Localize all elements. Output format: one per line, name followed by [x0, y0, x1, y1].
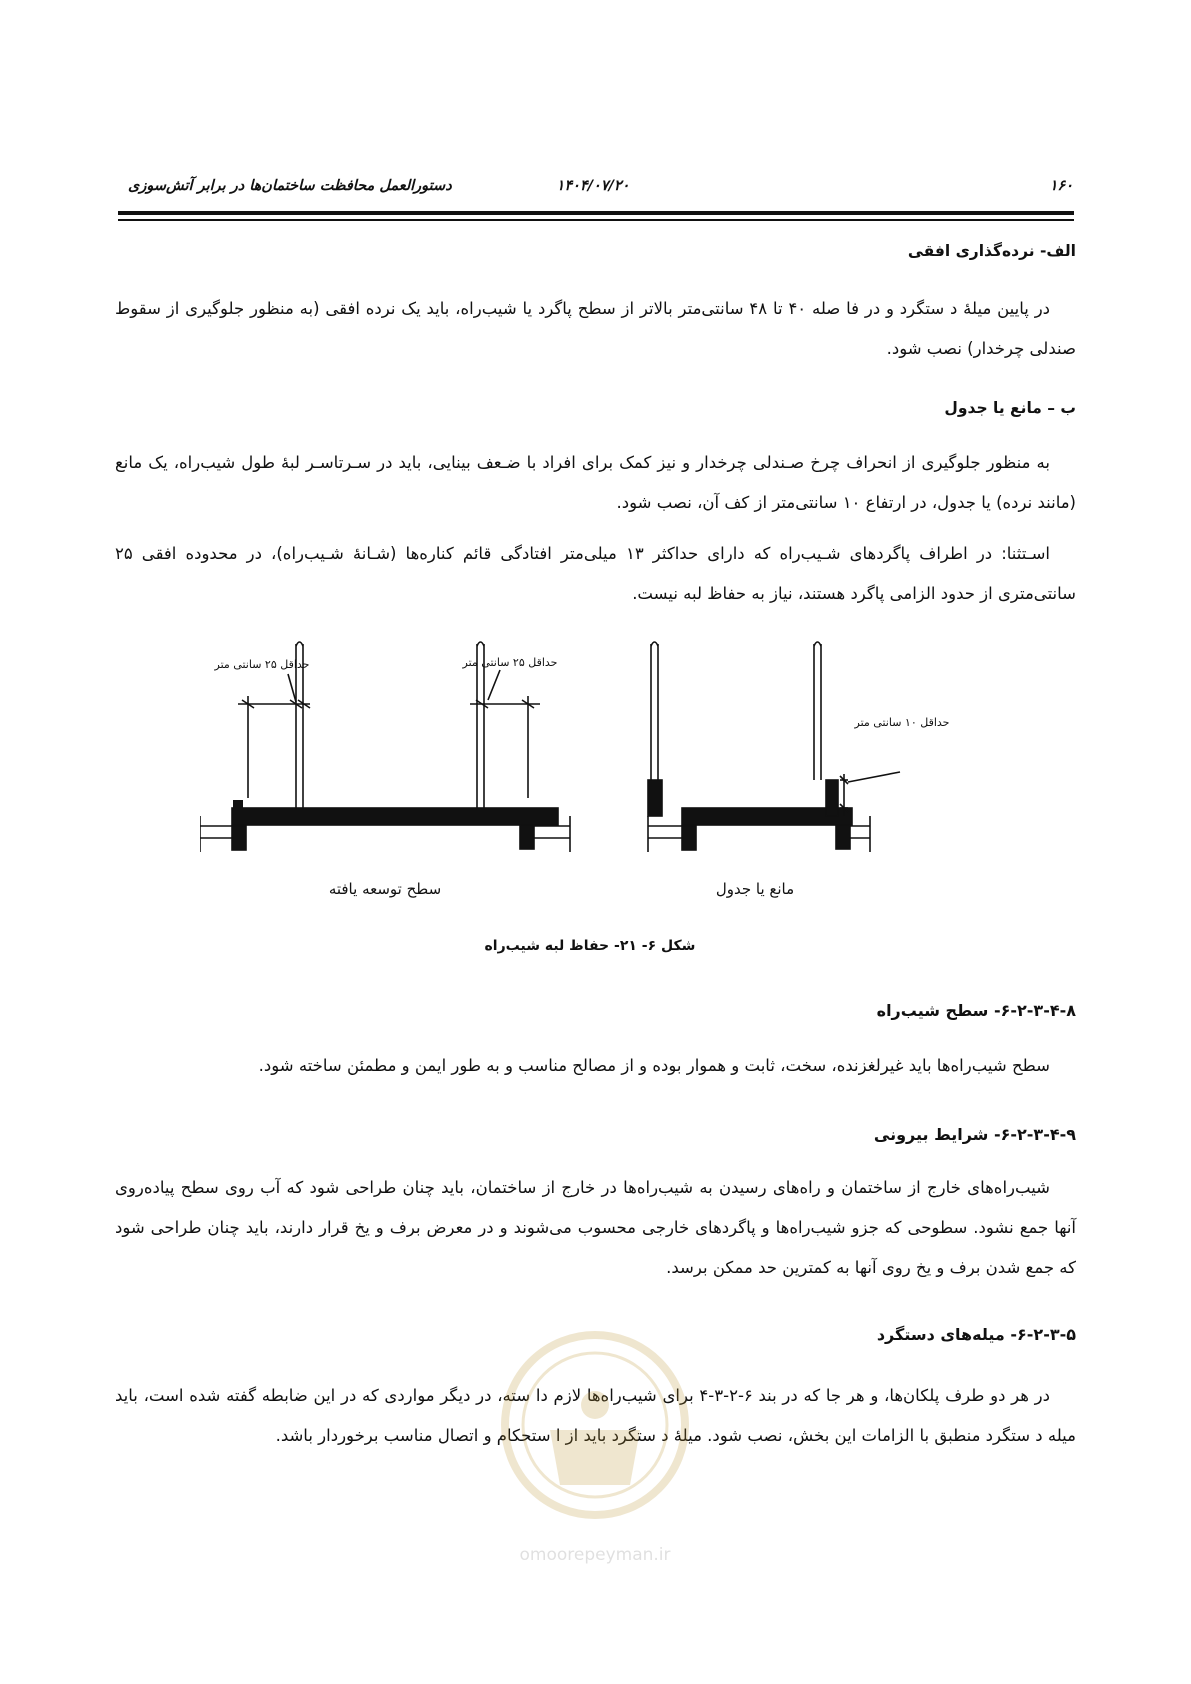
right-drawing	[648, 642, 900, 852]
dim-label-25-a: حداقل ۲۵ سانتی متر	[214, 658, 310, 671]
left-drawing	[200, 642, 570, 852]
watermark-logo	[470, 1310, 720, 1570]
page-number: ۱۶۰	[1049, 178, 1073, 194]
heading-ramp-surface: ۶-۲-۳-۴-۸- سطح شیب‌راه	[876, 1001, 1076, 1020]
paragraph-ramp-surface: سطح شیب‌راه‌ها باید غیرلغزنده، سخت، ثابت و هموار بوده و از مصالح مناسب و به طور ایمن و مطمئن ساخته شود.	[258, 1056, 1050, 1075]
figure-caption: شکل ۶- ۲۱- حفاظ لبه شیب‌راه	[484, 938, 696, 954]
heading-horizontal-rail: الف- نرده‌گذاری افقی	[907, 242, 1076, 260]
heading-barrier-curb: ب – مانع یا جدول	[944, 399, 1076, 417]
heading-handrails: ۶-۲-۳-۵- میله‌های دستگرد	[876, 1325, 1076, 1344]
header-rule-thick	[118, 211, 1074, 215]
paragraph-barrier-curb: به منظور جلوگیری از انحراف چرخ صـندلی چرخدار و نیز کمک برای افراد با ضـعف بینایی، باید در سـرتاسـر لبهٔ طول شیب‌راه، یک مانع (مانند نرده) یا جدول، در ارتفاع ۱۰ سانتی‌متر از کف آن، نصب شود.	[115, 453, 1076, 512]
paragraph-handrails: در هر دو طرف پلکان‌ها، و هر جا که در بند ۶-۲-۳-۴ برای شیب‌راه‌ها لازم دا سته، در دیگر مواردی که در این ضابطه گفته شده است، باید میله د ستگرد منطبق با الزامات این بخش، نصب شود. میلهٔ د ستگرد باید از ا ستحکام و اتصال مناسب برخوردار باشد.	[115, 1386, 1076, 1445]
figure-label-developed-surface: سطح توسعه یافته	[328, 880, 442, 898]
dim-label-10: حداقل ۱۰ سانتی متر	[854, 716, 950, 729]
heading-outdoor-conditions: ۶-۲-۳-۴-۹- شرایط بیرونی	[873, 1125, 1076, 1144]
header-rule-thin	[118, 219, 1074, 221]
paragraph-exception: اسـتثنا: در اطراف پاگردهای شـیب‌راه که دارای حداکثر ۱۳ میلی‌متر افتادگی قائم کناره‌ها (شـانهٔ شـیب‌راه)، در محدوده افقی ۲۵ سانتی‌متری از حدود الزامی پاگرد هستند، نیاز به حفاظ لبه نیست.	[115, 544, 1076, 603]
header-date: ۱۴۰۴/۰۷/۲۰	[556, 178, 630, 194]
paragraph-outdoor-conditions: شیب‌راه‌های خارج از ساختمان و راه‌های رسیدن به شیب‌راه‌ها در خارج از ساختمان، باید چنان طراحی شود که آب روی سطح پیاده‌روی آنها جمع نشود. سطوحی که جزو شیب‌راه‌ها و پاگردهای خارجی محسوب می‌شوند و در معرض برف و یخ قرار دارند، باید چنان طراحی شود که جمع شدن برف و یخ روی آنها به کمترین حد ممکن برسد.	[115, 1178, 1076, 1277]
paragraph-horizontal-rail: در پایین میلهٔ د ستگرد و در فا صله ۴۰ تا ۴۸ سانتی‌متر بالاتر از سطح پاگرد یا شیب‌راه، باید یک نرده افقی (به منظور جلوگیری از سقوط صندلی چرخدار) نصب شود.	[115, 299, 1076, 358]
watermark-text: omoorepeyman.ir	[519, 1545, 671, 1565]
header-title: دستورالعمل محافظت ساختمان‌ها در برابر آتش‌سوزی	[128, 178, 452, 194]
ramp-edge-protection-figure	[200, 640, 1030, 910]
dim-label-25-b: حداقل ۲۵ سانتی متر	[462, 656, 558, 669]
figure-label-barrier-curb: مانع یا جدول	[715, 880, 795, 898]
